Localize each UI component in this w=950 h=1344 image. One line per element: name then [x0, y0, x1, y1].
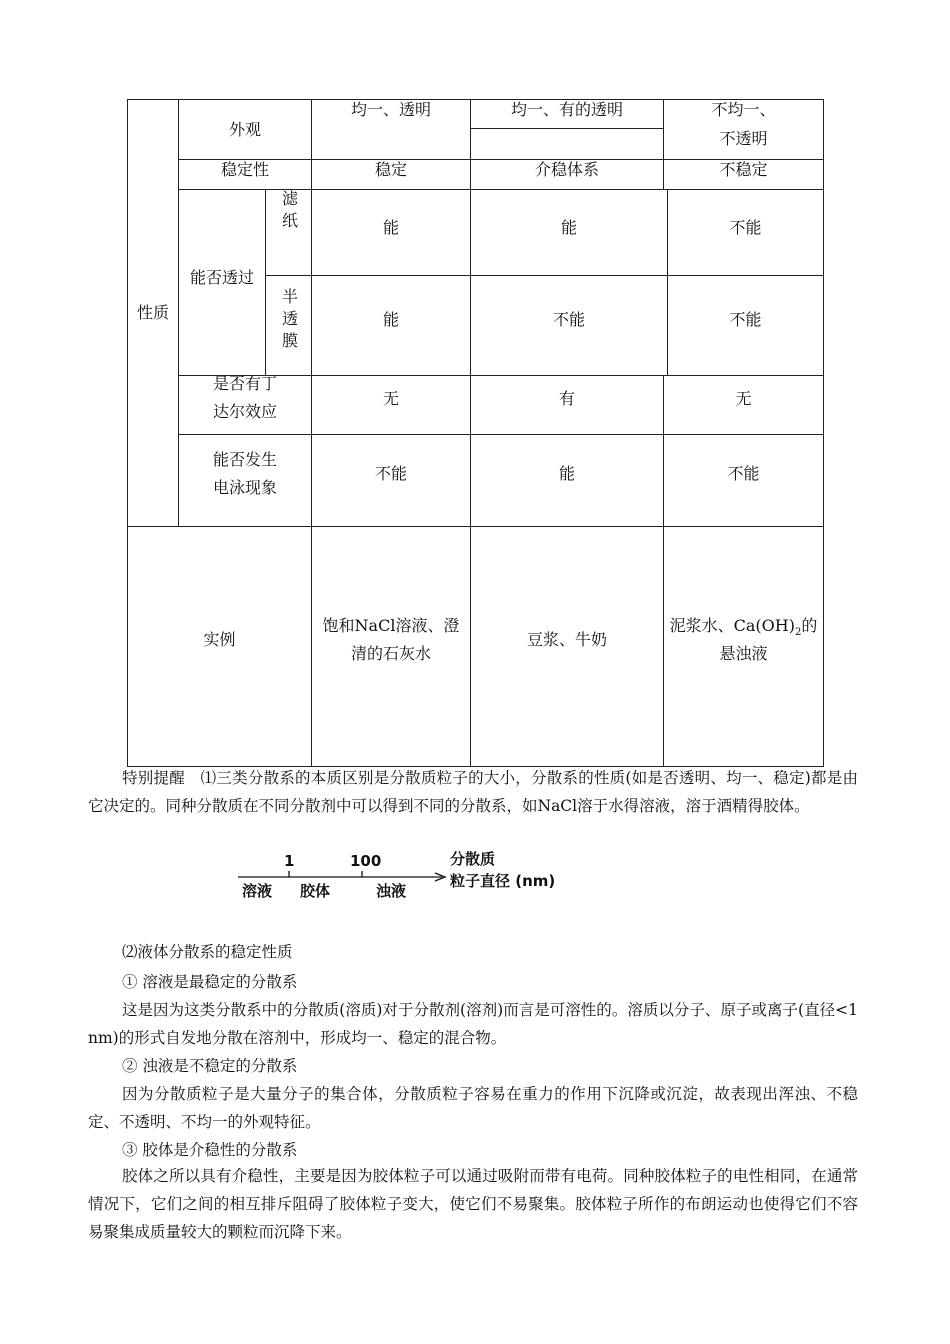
subsection-title-suspension: ② 浊液是不稳定的分散系 [122, 1057, 298, 1075]
cell-examples-solution: 饱和NaCl溶液、澄 清的石灰水 [322, 616, 460, 663]
section-heading-stability: ⑵液体分散系的稳定性质 [122, 943, 293, 961]
cell-tyndall-colloid: 有 [558, 389, 575, 408]
axis-tick-label-100: 100 [350, 852, 382, 870]
subsection-text-suspension: 因为分散质粒子是大量分子的集合体，分散质粒子容易在重力的作用下沉降或沉淀，故表现出浑浊、不稳定、不透明、不均一的外观特征。 [88, 1085, 858, 1131]
cell-filter-colloid: 能 [560, 217, 577, 237]
subsection-title-colloid: ③ 胶体是介稳性的分散系 [122, 1141, 298, 1159]
sub-label-filter-paper: 滤纸 [279, 190, 299, 234]
particle-size-axis [232, 848, 572, 908]
row-label-examples: 实例 [203, 630, 236, 649]
cell-stability-suspension: 不稳定 [719, 160, 768, 179]
examples-suspension-line2: 悬浊液 [719, 644, 768, 663]
sub-label-semipermeable: 半透膜 [279, 288, 299, 354]
cell-stability-colloid: 介稳体系 [534, 160, 599, 179]
row-label-permeability: 能否透过 [189, 267, 254, 287]
table-rule [470, 128, 663, 129]
cell-appearance-suspension-line2: 不透明 [719, 129, 768, 148]
cell-membrane-colloid: 不能 [552, 310, 585, 329]
row-label-tyndall: 是否有丁 达尔效应 [212, 374, 277, 421]
cell-appearance-suspension-line1: 不均一、 [711, 100, 776, 119]
axis-region-colloid: 胶体 [300, 882, 331, 900]
row-label-stability: 稳定性 [220, 160, 269, 179]
axis-region-solution: 溶液 [242, 882, 273, 900]
subsection-title-solution: ① 溶液是最稳定的分散系 [122, 973, 298, 991]
cell-appearance-colloid: 均一、有的透明 [510, 100, 623, 119]
cell-electrophoresis-solution: 不能 [374, 464, 407, 483]
axis-title-line2: 粒子直径 (nm) [450, 872, 556, 890]
axis-title-line1: 分散质 [450, 850, 496, 868]
cell-filter-suspension: 不能 [729, 217, 762, 237]
cell-examples-suspension [664, 527, 823, 753]
subsection-text-solution: 这是因为这类分散系中的分散质(溶质)对于分散剂(溶剂)而言是可溶性的。溶质以分子、原子或离子(直径<1 nm)的形式自发地分散在溶剂中，形成均一、稳定的混合物。 [88, 1001, 858, 1047]
cell-membrane-solution: 能 [382, 310, 399, 329]
axis-tick-label-1: 1 [284, 852, 295, 870]
cell-tyndall-solution: 无 [382, 389, 399, 408]
row-label-appearance: 外观 [228, 119, 261, 139]
cell-examples-colloid: 豆浆、牛奶 [526, 630, 607, 649]
subsection-text-colloid: 胶体之所以具有介稳性，主要是因为胶体粒子可以通过吸附而带有电荷。同种胶体粒子的电性相同，在通常情况下，它们之间的相互排斥阻碍了胶体粒子变大，使它们不易聚集。胶体粒子所作的布朗运动也使得它们不容易聚集成质量较大的颗粒而沉降下来。 [88, 1167, 858, 1241]
cell-electrophoresis-colloid: 能 [558, 464, 575, 483]
table-rule [823, 99, 824, 767]
cell-appearance-solution: 均一、透明 [350, 100, 431, 119]
cell-tyndall-suspension: 无 [735, 389, 752, 408]
examples-suspension-line1: 泥浆水、$Ca(OH)_2$的 [669, 616, 818, 639]
special-note-paragraph: 特别提醒 ⑴三类分散系的本质区别是分散质粒子的大小，分散系的性质(如是否透明、均一、稳定)都是由它决定的。同种分散质在不同分散剂中可以得到不同的分散系，如NaCl溶于水得溶液，溶于酒精得胶体。 [88, 769, 858, 815]
cell-stability-solution: 稳定 [374, 160, 407, 179]
section-label-properties: 性质 [136, 303, 169, 322]
axis-region-suspension: 浊液 [376, 882, 407, 900]
cell-filter-solution: 能 [382, 217, 399, 237]
cell-membrane-suspension: 不能 [729, 310, 762, 329]
cell-electrophoresis-suspension: 不能 [727, 464, 760, 483]
row-label-electrophoresis: 能否发生 电泳现象 [212, 450, 277, 497]
